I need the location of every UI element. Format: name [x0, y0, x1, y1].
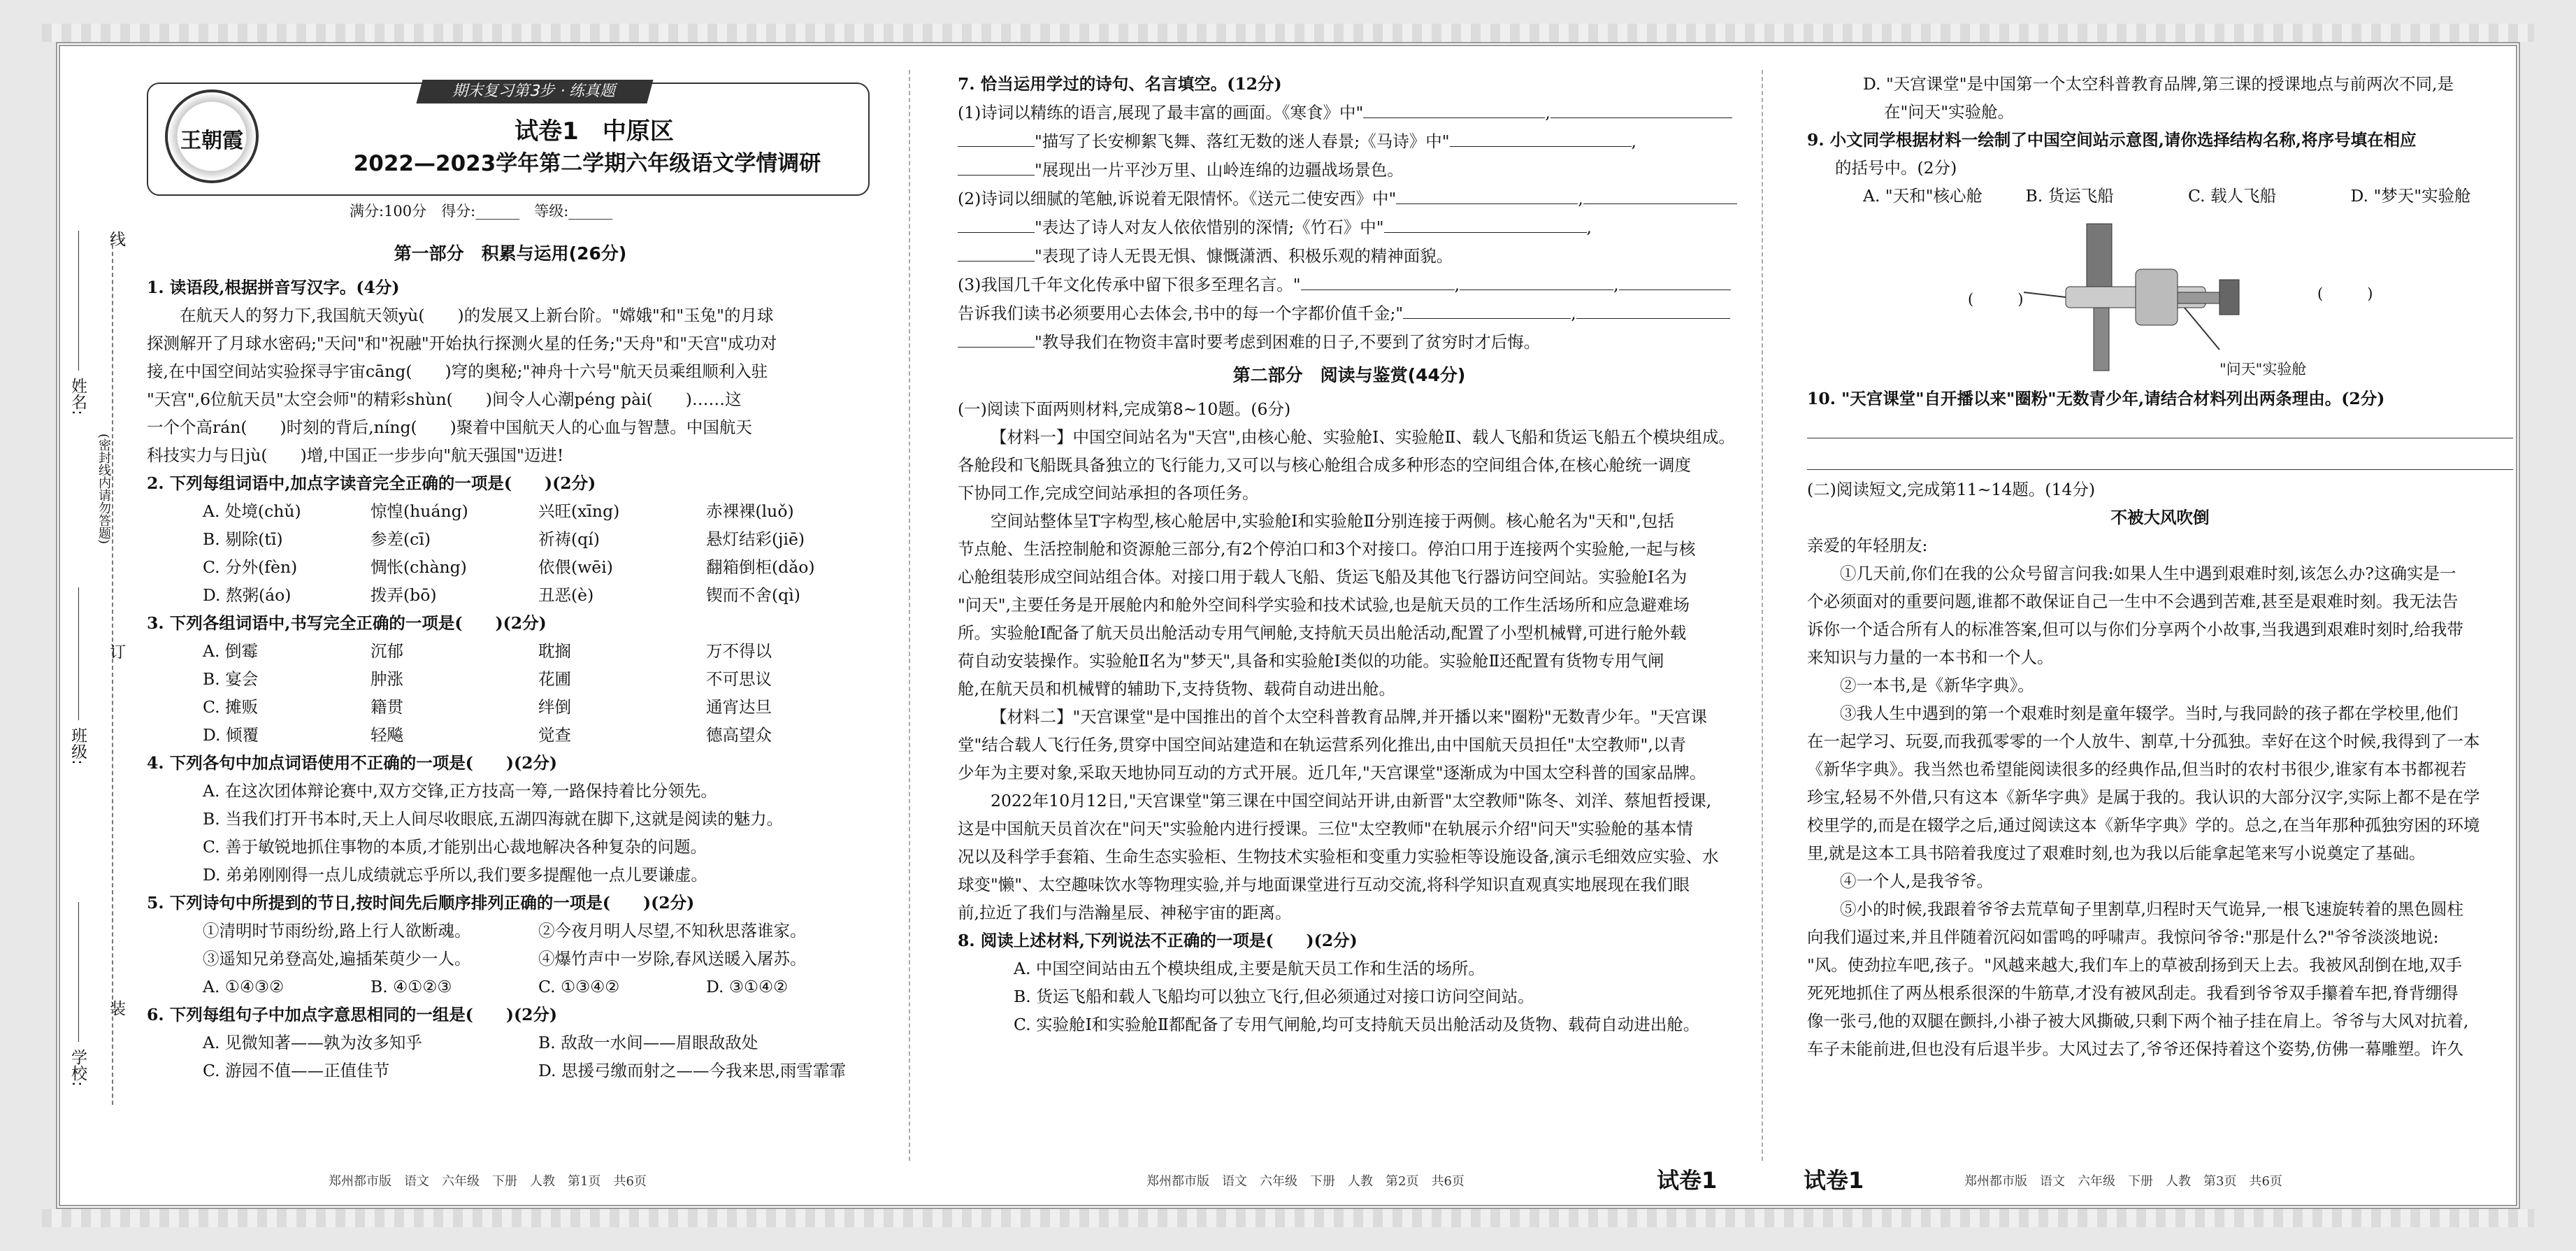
material2-line: 这是中国航天员首次在"问天"实验舱内进行授课。三位"太空教师"在轨展示介绍"问天"实验舱的基本情: [958, 819, 1693, 838]
story-greeting: 亲爱的年轻朋友:: [1807, 536, 1928, 555]
option: A. 在这次团体辩论赛中,双方交锋,正方技高一筹,一路保持着比分领先。: [203, 781, 717, 801]
option: B. 当我们打开书本时,天上人间尽收眼底,五湖四海就在脚下,这就是阅读的魅力。: [203, 809, 784, 829]
header-tag: 期末复习第3步 · 练真题: [416, 80, 653, 103]
option: B. 货运飞船: [2025, 186, 2114, 206]
column-divider: [1762, 70, 1763, 1161]
publisher-logo: 王朝霞: [165, 90, 259, 183]
page-3-footer: 郑州都市版 语文 六年级 下册 人教 第3页 共6页: [1964, 1174, 2282, 1189]
material2-line: 况以及科学手套箱、生命生态实验柜、生物技术实验柜和变重力实验柜等设施设备,演示毛细效应实验、水: [958, 847, 1719, 866]
option: B. ④①②③: [370, 977, 452, 996]
option: A. 处境(chǔ): [203, 501, 301, 521]
q5-options: [147, 973, 874, 1001]
option: 锲而不舍(qì): [706, 585, 800, 605]
option: D. "梦天"实验舱: [2350, 186, 2471, 206]
material1-line: 舱,在航天员和机械臂的辅助下,支持货物、载荷自动进出舱。: [958, 679, 1395, 699]
story-line: 校里学的,而是在辍学之后,通过阅读这本《新华字典》学的。总之,在当年那种孤独穷困的环境: [1807, 815, 2480, 835]
reading2-prompt: (二)阅读短文,完成第11~14题。(14分): [1807, 480, 2096, 499]
poem-line: ③遥知兄弟登高处,遍插茱萸少一人。: [203, 949, 471, 968]
option: 依偎(wēi): [538, 557, 613, 577]
option: C. ①③④②: [538, 977, 620, 996]
q6-options: [147, 1029, 874, 1085]
story-line: 死死地抓住了两丛根系很深的牛筋草,才没有被风刮走。我看到爷爷双手攥着车把,脊背绷得: [1807, 983, 2459, 1003]
name-label: 姓名:: [69, 378, 87, 415]
option: B. 货运飞船和载人飞船均可以独立飞行,但必须通过对接口访问空间站。: [1014, 987, 1534, 1006]
option: 籍贯: [370, 697, 403, 717]
material2-line: 少年为主要对象,采取天地协同互动的方式开展。近几年,"天宫课堂"逐渐成为中国太空科普的国家品牌。: [958, 763, 1706, 782]
q2-prompt: 2. 下列每组词语中,加点字读音完全正确的一项是( )(2分): [147, 473, 596, 493]
space-station-diagram: [1807, 210, 2513, 385]
option: 悬灯结彩(jiē): [706, 529, 805, 549]
option: 沉郁: [370, 641, 403, 661]
option: D. 熬粥(áo): [203, 585, 292, 605]
column-divider: [909, 70, 910, 1161]
option: 惆怅(chàng): [370, 557, 467, 577]
q10-prompt: 10. "天宫课堂"自开播以来"圈粉"无数青少年,请结合材料列出两条理由。(2分): [1807, 389, 2385, 408]
q1-line: 接,在中国空间站实验探寻宇宙cāng( )穹的奥秘;"神舟十六号"航天员乘组顺利入驻: [147, 362, 768, 381]
q5-poems: [147, 917, 874, 973]
q7-3b: 告诉我们读书必须要用心去体会,书中的每一个字都价值千金;" ,: [958, 299, 1741, 327]
story-line: ⑤小的时候,我跟着爷爷去荒草甸子里割草,归程时天气诡异,一根飞速旋转着的黑色圆柱: [1840, 899, 2463, 919]
option: 万不得以: [706, 641, 772, 661]
option: A. ①④③②: [203, 977, 285, 996]
option: 肿涨: [370, 669, 403, 689]
page-2-column: [958, 70, 1741, 1038]
option: 丑恶(è): [538, 585, 594, 605]
q7-2c: "表现了诗人无畏无惧、慷慨潇洒、积极乐观的精神面貌。: [958, 241, 1741, 270]
name-field[interactable]: [78, 231, 79, 371]
material1-line: 空间站整体呈T字构型,核心舱居中,实验舱Ⅰ和实验舱Ⅱ分别连接于两侧。核心舱名为"天和",包括: [991, 511, 1674, 531]
option: 赤裸裸(luǒ): [706, 501, 794, 521]
q9-prompt: 的括号中。(2分): [1835, 158, 1957, 178]
material1-line: 节点舱、生活控制舱和资源舱三部分,有2个停泊口和3个对接口。停泊口用于连接两个实验舱,一起与核: [958, 539, 1696, 559]
option: D. 弟弟刚刚得一点儿成绩就忘乎所以,我们要多提醒他一点儿要谦虚。: [203, 865, 707, 885]
reading1-prompt: (一)阅读下面两则材料,完成第8~10题。(6分): [958, 399, 1291, 419]
q7-prompt: 7. 恰当运用学过的诗句、名言填空。(12分): [958, 74, 1282, 94]
q7-1c: "展现出一片平沙万里、山岭连绵的边疆战场景色。: [958, 155, 1741, 184]
poem-line: ②今夜月明人尽望,不知秋思落谁家。: [538, 921, 807, 941]
option: 耽搁: [538, 641, 571, 661]
q4-prompt: 4. 下列各句中加点词语使用不正确的一项是( )(2分): [147, 753, 558, 773]
option: 通宵达旦: [706, 697, 772, 717]
option: D. "天宫课堂"是中国第一个太空科普教育品牌,第三课的授课地点与前两次不同,是: [1863, 74, 2454, 94]
story-line: "风。使劲拉车吧,孩子。"风越来越大,我们车上的草被刮扬到天上去。我被风刮倒在地,双手: [1807, 955, 2463, 975]
material1-line: "问天",主要任务是开展舱内和舱外空间科学实验和技术试验,也是航天员的工作生活场所和应急避难场: [958, 595, 1690, 615]
poem-line: ④爆竹声中一岁除,春风送暖入屠苏。: [538, 949, 807, 968]
story-line: ②一本书,是《新华字典》。: [1840, 675, 2034, 695]
q7-1b: "描写了长安柳絮飞舞、落红无数的迷人春景;《马诗》中" ,: [958, 127, 1741, 155]
q9-options: [1807, 182, 2513, 210]
material1-line: 【材料一】中国空间站名为"天宫",由核心舱、实验舱Ⅰ、实验舱Ⅱ、载人飞船和货运飞船五个模块组成。: [991, 427, 1735, 447]
q1-line: 科技实力与日jù( )增,中国正一步步向"航天强国"迈进!: [147, 445, 564, 465]
option: A. 中国空间站由五个模块组成,主要是航天员工作和生活的场所。: [1014, 959, 1485, 978]
material2-line: 堂"结合载人飞行任务,贯穿中国空间站建造和在轨运营系列化推出,由中国航天员担任"太空教师",以青: [958, 735, 1686, 755]
story-line: 车子未能前进,但也没有后退半步。大风过去了,爷爷还保持着这个姿势,仿佛一幕雕塑。许久: [1807, 1039, 2463, 1059]
q7-1a: (1)诗词以精练的语言,展现了最丰富的画面。《寒食》中" ,: [958, 98, 1741, 127]
option: A. 倒霉: [203, 641, 258, 661]
q7-3c: "教导我们在物资丰富时要考虑到困难的日子,不要到了贫穷时才后悔。: [958, 327, 1741, 356]
wentian-label: "问天"实验舱: [2219, 361, 2307, 378]
answer-line[interactable]: [1807, 444, 2513, 470]
option: A. "天和"核心舱: [1863, 186, 1983, 206]
score-line: 满分:100分 得分:______ 等级:______: [350, 203, 613, 220]
space-station-image: [2017, 210, 2310, 378]
page-2-label: 试卷1: [1657, 1167, 1718, 1194]
binding-note: (密封线内请勿答题): [96, 434, 111, 545]
q1-line: 一个个高rán( )时刻的背后,níng( )聚着中国航天人的心血与智慧。中国航天: [147, 417, 752, 437]
option: A. 见微知著——孰为汝多知乎: [203, 1033, 422, 1052]
page-1-column: [147, 234, 874, 1085]
q3-options: [147, 637, 874, 749]
q1-passage: [147, 301, 874, 469]
q7-3a: (3)我国几千年文化传承中留下很多至理名言。" , ,: [958, 270, 1741, 299]
q1-prompt: 1. 读语段,根据拼音写汉字。(4分): [147, 278, 400, 297]
option: C. 分外(fèn): [203, 557, 298, 577]
bind-mark-mid: 订: [107, 643, 125, 659]
page-3-column: [1807, 70, 2513, 1063]
story-title: 不被大风吹倒: [2110, 508, 2210, 527]
answer-blank[interactable]: ( ): [1968, 291, 2024, 308]
option: D. 思援弓缴而射之——今我来思,雨雪霏霏: [538, 1061, 846, 1080]
exam-subtitle: 2022—2023学年第二学期六年级语文学情调研: [353, 151, 821, 176]
option: C. 实验舱Ⅰ和实验舱Ⅱ都配备了专用气闸舱,均可支持航天员出舱活动及货物、载荷自动进出舱。: [1014, 1015, 1700, 1034]
story-line: ④一个人,是我爷爷。: [1840, 871, 1993, 891]
material1-line: 心舱组装形成空间站组合体。对接口用于载人飞船、货运飞船及其他飞行器访问空间站。实验舱Ⅰ名为: [958, 567, 1688, 587]
option: 翻箱倒柜(dǎo): [706, 557, 815, 577]
option: C. 摊贩: [203, 697, 259, 717]
material1-line: 各舱段和飞船既具备独立的飞行能力,又可以与核心舱组合成多种形态的空间组合体,在核心舱统一调度: [958, 455, 1691, 475]
story-line: 珍宝,轻易不外借,只有这本《新华字典》是属于我的。我认识的大部分汉字,实际上都不是在学: [1807, 787, 2480, 807]
option: 在"问天"实验舱。: [1884, 102, 2015, 122]
material1-line: 下协同工作,完成空间站承担的各项任务。: [958, 483, 1259, 503]
material2-line: 2022年10月12日,"天宫课堂"第三课在中国空间站开讲,由新晋"太空教师"陈冬、刘洋、蔡旭哲授课,: [991, 791, 1712, 810]
option: D. ③①④②: [706, 977, 789, 996]
option: 兴旺(xīng): [538, 501, 620, 521]
q8-prompt: 8. 阅读上述材料,下列说法不正确的一项是( )(2分): [958, 931, 1358, 950]
story-line: 向我们逼过来,并且伴随着沉闷如雷鸣的呼啸声。我惊问爷爷:"那是什么?"爷爷淡淡地说:: [1807, 927, 2439, 947]
option: C. 载人飞船: [2188, 186, 2277, 206]
bind-mark-bottom: 装: [107, 1000, 125, 1016]
bottom-border: [42, 1209, 2534, 1227]
material2-line: 前,拉近了我们与浩瀚星辰、神秘宇宙的距离。: [958, 903, 1292, 922]
material2-line: 球变"懒"、太空趣味饮水等物理实验,并与地面课堂进行互动交流,将科学知识直观真实地展现在我们眼: [958, 875, 1690, 894]
answer-line[interactable]: [1807, 413, 2513, 438]
option: 惊惶(huáng): [370, 501, 468, 521]
option: C. 善于敏锐地抓住事物的本质,才能别出心裁地解决各种复杂的问题。: [203, 837, 707, 857]
class-field[interactable]: [78, 587, 79, 720]
story-line: 《新华字典》。我当然也希望能阅读很多的经典作品,但当时的农村书很少,谁家有本书都视若: [1807, 759, 2467, 779]
story-line: 在一起学习、玩耍,而我孤零零的一个人放牛、割草,十分孤独。幸好在这个时候,我得到了一本: [1807, 731, 2480, 751]
q1-line: 在航天人的努力下,我国航天领yù( )的发展又上新台阶。"嫦娥"和"玉兔"的月球: [180, 306, 774, 325]
option: D. 倾覆: [203, 725, 259, 745]
option: 不可思议: [706, 669, 772, 689]
option: 觉查: [538, 725, 571, 745]
q7-2a: (2)诗词以细腻的笔触,诉说着无限情怀。《送元二使安西》中" ,: [958, 184, 1741, 213]
binding-dashed-line: [112, 238, 113, 1105]
story-line: 里,就是这本工具书陪着我度过了艰难时刻,也为我以后能拿起笔来写小说奠定了基础。: [1807, 843, 2426, 863]
bind-mark-top: 线: [107, 231, 125, 247]
material1-line: 荷自动安装操作。实验舱Ⅱ名为"梦天",具备和实验舱Ⅰ类似的功能。实验舱Ⅱ还配置有货物专用气闸: [958, 651, 1664, 671]
q7-2b: "表达了诗人对友人依依惜别的深情;《竹石》中" ,: [958, 213, 1741, 241]
q9-prompt: 9. 小文同学根据材料一绘制了中国空间站示意图,请你选择结构名称,将序号填在相应: [1807, 130, 2417, 150]
option: 祈祷(qí): [538, 529, 600, 549]
option: 拨弄(bō): [370, 585, 437, 605]
story-line: 像一张弓,他的双腿在颤抖,小褂子被大风撕破,只剩下两个袖子挂在肩上。爷爷与大风对抗着,: [1807, 1011, 2469, 1031]
option: B. 敌敌一水间——眉眼敌敌处: [538, 1033, 758, 1052]
q5-prompt: 5. 下列诗句中所提到的节日,按时间先后顺序排列正确的一项是( )(2分): [147, 893, 695, 913]
exam-title: 试卷1 中原区: [515, 117, 674, 145]
q1-line: "天宫",6位航天员"太空会师"的精彩shùn( )间令人心潮péng pài( )……这: [147, 389, 742, 409]
story-line: ①几天前,你们在我的公众号留言问我:如果人生中遇到艰难时刻,该怎么办?这确实是一: [1840, 564, 2456, 583]
option: 参差(cī): [370, 529, 431, 549]
story-line: ③我人生中遇到的第一个艰难时刻是童年辍学。当时,与我同龄的孩子都在学校里,他们: [1840, 703, 2459, 723]
material1-line: 所。实验舱Ⅰ配备了航天员出舱活动专用气闸舱,支持航天员出舱活动,配置了小型机械臂,可进行舱外载: [958, 623, 1687, 643]
q1-line: 探测解开了月球水密码;"天问"和"祝融"开始执行探测火星的任务;"天舟"和"天宫"成功对: [147, 334, 777, 353]
page-3-label: 试卷1: [1804, 1167, 1864, 1194]
page-1-footer: 郑州都市版 语文 六年级 下册 人教 第1页 共6页: [329, 1174, 647, 1189]
poem-line: ①清明时节雨纷纷,路上行人欲断魂。: [203, 921, 471, 941]
q6-prompt: 6. 下列每组句子中加点字意思相同的一组是( )(2分): [147, 1005, 558, 1024]
part2-heading: 第二部分 阅读与鉴赏(44分): [1232, 365, 1466, 385]
option: 轻飚: [370, 725, 403, 745]
school-label: 学校:: [69, 1049, 87, 1087]
option: 绊倒: [538, 697, 571, 717]
answer-blank[interactable]: ( ): [2317, 285, 2373, 302]
story-line: 个必须面对的重要问题,谁都不敢保证自己一生中不会遇到苦难,甚至是艰难时刻。我无法告: [1807, 592, 2459, 611]
school-field[interactable]: [78, 902, 79, 1042]
page-2-footer: 郑州都市版 语文 六年级 下册 人教 第2页 共6页: [1146, 1174, 1465, 1189]
part1-heading: 第一部分 积累与运用(26分): [394, 243, 627, 264]
option: C. 游园不值——正值佳节: [203, 1061, 390, 1080]
option: 花圃: [538, 669, 571, 689]
option: B. 宴会: [203, 669, 259, 689]
option: 德高望众: [706, 725, 772, 745]
story-line: 诉你一个适合所有人的标准答案,但可以与你们分享两个小故事,当我遇到艰难时刻时,给我带: [1807, 620, 2463, 639]
story-line: 来知识与力量的一本书和一个人。: [1807, 648, 2054, 667]
material2-line: 【材料二】"天宫课堂"是中国推出的首个太空科普教育品牌,并开播以来"圈粉"无数青少年。"天宫课: [991, 707, 1708, 727]
q3-prompt: 3. 下列各组词语中,书写完全正确的一项是( )(2分): [147, 613, 547, 633]
q2-options: [147, 497, 874, 609]
top-border: [42, 24, 2534, 42]
class-label: 班级:: [69, 727, 87, 765]
option: B. 剔除(tī): [203, 529, 283, 549]
